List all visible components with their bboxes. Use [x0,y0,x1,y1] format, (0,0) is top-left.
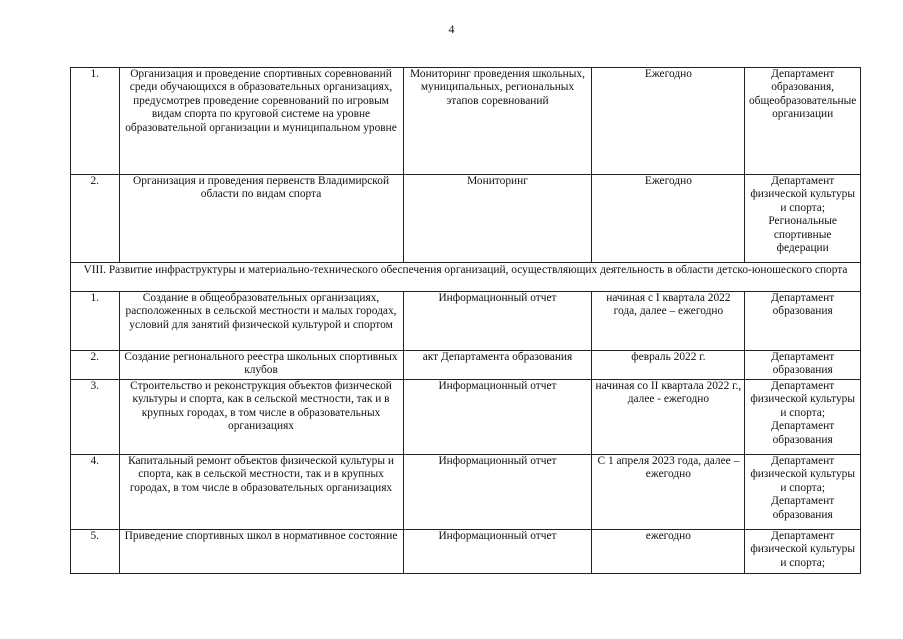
table-row [71,68,861,175]
row-number: 1. [71,292,120,351]
timing-cell: С 1 апреля 2023 года, далее – ежегодно [592,455,745,530]
responsible-cell: Департамент физической культуры и спорта; Департамент образования [745,380,861,455]
responsible-cell: Департамент физической культуры и спорта; Департамент образования [745,455,861,530]
reporting-cell: Мониторинг [403,175,592,263]
table-row [71,380,861,455]
page-number: 4 [448,22,455,36]
timing-cell: ежегодно [592,530,745,574]
row-number: 3. [71,380,120,455]
table-row [71,455,861,530]
timing-cell: Ежегодно [592,68,745,175]
activity-cell: Организация и проведение спортивных соревнований среди обучающихся в образовательных организациях, предусмотрев проведение соревнований по игровым видам спорта по круговой системе на уровне образовательной организации и муниципальном уровне [119,68,403,175]
timing-cell: февраль 2022 г. [592,351,745,380]
row-number: 5. [71,530,120,574]
reporting-cell: Мониторинг проведения школьных, муниципальных, региональных этапов соревнований [403,68,592,175]
section-title: VIII. Развитие инфраструктуры и материально-технического обеспечения организаций, осуществляющих деятельность в области детско-юношеского спорта [71,263,861,292]
responsible-cell: Департамент физической культуры и спорта; Региональные спортивные федерации [745,175,861,263]
reporting-cell: Информационный отчет [403,380,592,455]
activity-cell: Организация и проведения первенств Владимирской области по видам спорта [119,175,403,263]
table-row [71,351,861,380]
activity-cell: Приведение спортивных школ в нормативное состояние [119,530,403,574]
row-number: 4. [71,455,120,530]
timing-cell: Ежегодно [592,175,745,263]
table-row [71,175,861,263]
section-row [71,263,861,292]
row-number: 2. [71,351,120,380]
responsible-cell: Департамент образования [745,351,861,380]
responsible-cell: Департамент образования, общеобразовательные организации [745,68,861,175]
activity-cell: Создание в общеобразовательных организациях, расположенных в сельской местности и малых городах, условий для занятий физической культурой и спортом [119,292,403,351]
reporting-cell: Информационный отчет [403,455,592,530]
timing-cell: начиная со II квартала 2022 г., далее - ежегодно [592,380,745,455]
activity-cell: Капитальный ремонт объектов физической культуры и спорта, как в сельской местности, так и в крупных городах, в том числе в образовательных организациях [119,455,403,530]
reporting-cell: Информационный отчет [403,530,592,574]
activity-cell: Создание регионального реестра школьных спортивных клубов [119,351,403,380]
table-row [71,292,861,351]
responsible-cell: Департамент физической культуры и спорта; [745,530,861,574]
activity-cell: Строительство и реконструкция объектов физической культуры и спорта, как в сельской местности, так и в крупных городах, в том числе в образовательных организациях [119,380,403,455]
timing-cell: начиная с I квартала 2022 года, далее – ежегодно [592,292,745,351]
reporting-cell: Информационный отчет [403,292,592,351]
plan-table [70,67,861,574]
responsible-cell: Департамент образования [745,292,861,351]
row-number: 2. [71,175,120,263]
table-row [71,530,861,574]
row-number: 1. [71,68,120,175]
reporting-cell: акт Департамента образования [403,351,592,380]
